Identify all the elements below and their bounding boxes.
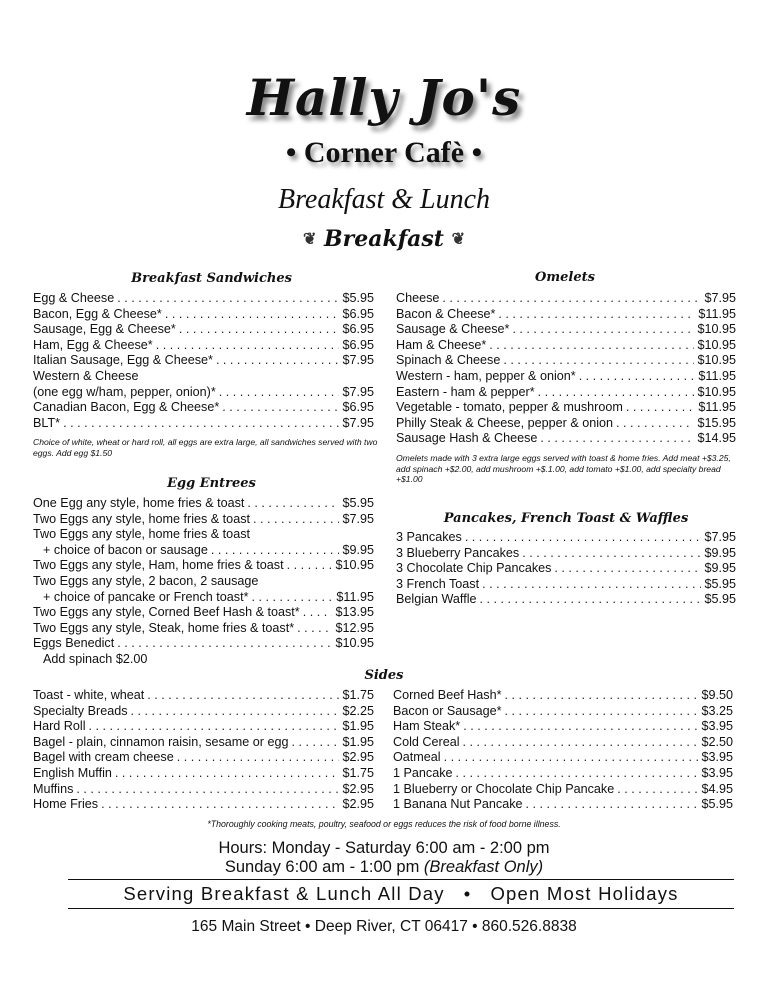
dot-leader [165,307,340,323]
menu-item [33,636,374,652]
menu-item-name: Bagel - plain, cinnamon raisin, sesame or egg [33,734,289,749]
dot-leader [522,546,701,562]
menu-item-name: Corned Beef Hash* [393,688,502,702]
cafe-name-logo: Hally Jo's [246,68,522,127]
egg-entrees-heading: Egg Entrees [167,476,256,491]
menu-item [33,590,374,606]
menu-item-name: + choice of pancake or French toast* [43,589,249,604]
sandwiches-note: Choice of white, wheat or hard roll, all eggs are extra large, all sandwiches served with two eggs. Add egg $1.50 [33,437,378,458]
dot-leader [211,543,340,559]
food-safety-disclaimer: *Thoroughly cooking meats, poultry, seafood or eggs reduces the risk of food borne illness. [207,819,561,829]
menu-item-name: 3 French Toast [396,576,480,591]
menu-item-name: 3 Chocolate Chip Pancakes [396,561,552,576]
menu-item-name: Vegetable - tomato, pepper & mushroom [396,400,623,415]
menu-item-price: $3.95 [701,719,733,734]
dot-leader [482,577,701,593]
dot-leader [177,750,340,766]
omelets-list [396,291,736,447]
menu-item [396,322,736,338]
menu-item-price: $11.95 [698,306,736,321]
dot-leader [101,797,339,813]
menu-item [393,719,733,735]
menu-item-price: $9.95 [704,545,736,560]
menu-item-price: $10.95 [697,322,736,337]
menu-item-name: 1 Banana Nut Pancake [393,797,523,812]
menu-item [33,750,374,766]
hours-sunday [0,858,768,877]
sides-heading: Sides [364,668,404,683]
dot-leader [89,719,340,735]
menu-item-name: 1 Pancake [393,765,453,780]
menu-item-price: $7.95 [342,384,374,399]
menu-item-name: Oatmeal [393,750,441,765]
menu-item-name: 1 Blueberry or Chocolate Chip Pancake [393,781,615,796]
dot-leader [616,416,694,432]
dot-leader [540,431,694,447]
dot-leader [297,621,332,637]
menu-item-price: $10.95 [697,353,736,368]
menu-item [396,530,736,546]
hours-sunday-note: (Breakfast Only) [423,858,544,876]
menu-item-price: $3.95 [701,750,733,765]
omelets-note: Omelets made with 3 extra large eggs served with toast & home fries. Add meat +$3.25, add spinach +$2.00, add mushroom +$.1.00, add tomato +$1.00, add specialty bread +$1.00 [396,453,731,484]
menu-item [33,719,374,735]
menu-item-price: $9.50 [701,688,733,702]
menu-item-name: Italian Sausage, Egg & Cheese* [33,353,213,368]
dot-leader [219,385,340,401]
menu-item [396,577,736,593]
menu-item-price: $6.95 [342,400,374,415]
menu-item-price: $2.95 [342,797,374,812]
menu-item-name: Bacon & Cheese* [396,306,496,321]
dot-leader [442,291,701,307]
menu-item-price: $3.95 [701,765,733,780]
menu-item-name: + choice of bacon or sausage [43,542,208,557]
cafe-subtitle: • Corner Cafè • [285,136,483,169]
menu-item-name: 3 Pancakes [396,530,462,544]
menu-item [33,338,374,354]
menu-item-name: Egg & Cheese [33,291,115,305]
flourish-left-icon: ❦ [302,229,317,248]
menu-item-price: $5.95 [704,576,736,591]
menu-item-price: $6.95 [342,337,374,352]
pancakes-heading: Pancakes, French Toast & Waffles [443,511,689,526]
menu-item [33,782,374,798]
menu-item [393,704,733,720]
menu-item-name: 3 Blueberry Pancakes [396,545,520,560]
menu-item-price: $7.95 [342,415,374,430]
menu-item [33,307,374,323]
menu-item-name: Bagel with cream cheese [33,750,174,765]
menu-item-price: $7.95 [342,511,374,526]
menu-item-name: Two Eggs any style, home fries & toast [33,511,250,526]
menu-item [393,688,733,704]
menu-item [396,385,736,401]
menu-item-price: $1.75 [342,765,374,780]
dot-leader [117,636,332,652]
menu-item-price: $15.95 [697,415,736,430]
sides-left-list [33,688,374,813]
menu-item-name: Ham & Cheese* [396,337,487,352]
menu-item-name: Specialty Breads [33,703,128,718]
menu-item-name: Two Eggs any style, Steak, home fries & toast* [33,620,295,635]
menu-item [33,797,374,813]
menu-item [396,400,736,416]
dot-leader [287,558,333,574]
menu-item [33,385,374,401]
menu-item [33,704,374,720]
dot-leader [512,322,694,338]
menu-item-price: $2.95 [342,781,374,796]
menu-item-name: English Muffin [33,765,112,780]
menu-item [393,735,733,751]
menu-item-price: $9.95 [704,561,736,576]
menu-item-price: $11.95 [336,589,374,604]
dot-leader [303,605,333,621]
menu-item [33,291,374,307]
menu-item-name: Two Eggs any style, Ham, home fries & toast [33,558,284,573]
menu-item-name: Philly Steak & Cheese, pepper & onion [396,415,614,430]
breakfast-title-text: Breakfast [324,226,444,252]
menu-item [33,735,374,751]
menu-item [396,353,736,369]
hours-weekday: Hours: Monday - Saturday 6:00 am - 2:00 pm [218,839,550,857]
menu-item-price: $10.95 [335,636,374,651]
menu-item [33,527,374,543]
flourish-right-icon: ❦ [451,229,466,248]
menu-item [33,322,374,338]
dot-leader [222,400,339,416]
menu-item-price: $5.95 [704,592,736,607]
menu-item-price: $11.95 [698,400,736,415]
dot-leader [626,400,696,416]
menu-item-name: Ham, Egg & Cheese* [33,337,153,352]
menu-item-price: $11.95 [698,368,736,383]
menu-item-price: $14.95 [697,431,736,446]
menu-item [33,558,374,574]
menu-item [396,561,736,577]
menu-item-price: $7.95 [704,291,736,305]
menu-item [396,546,736,562]
pancakes-list [396,530,736,608]
menu-item-name: Eastern - ham & pepper* [396,384,535,399]
menu-item-price: $13.95 [335,605,374,620]
dot-leader [251,590,333,606]
menu-item-name: Bacon, Egg & Cheese* [33,306,162,321]
menu-item-price: $7.95 [342,353,374,368]
egg-entrees-list [33,496,374,668]
menu-item [396,307,736,323]
dot-leader [115,766,340,782]
menu-item [393,766,733,782]
dot-leader [131,704,340,720]
menu-item [396,416,736,432]
menu-item-name: Ham Steak* [393,719,461,734]
menu-item-price: $2.25 [342,703,374,718]
menu-item-name: Western & Cheese [33,368,139,383]
menu-item-name: Add spinach $2.00 [43,651,148,666]
dot-leader [76,782,339,798]
breakfast-sandwiches-heading: Breakfast Sandwiches [131,271,292,286]
tagline: Breakfast & Lunch [277,184,491,215]
dot-leader [456,766,699,782]
menu-item [33,652,374,668]
menu-item [33,688,374,704]
menu-item-price: $1.95 [342,734,374,749]
dot-leader [117,291,339,307]
menu-item-price: $5.95 [342,291,374,305]
omelets-heading: Omelets [535,270,595,285]
dot-leader [465,530,702,546]
dot-leader [63,416,339,432]
dot-leader [247,496,339,512]
menu-item-name: Home Fries [33,797,99,812]
dot-leader [489,338,694,354]
menu-item [33,512,374,528]
menu-item [396,592,736,608]
menu-item-name: One Egg any style, home fries & toast [33,496,245,510]
address-line: 165 Main Street • Deep River, CT 06417 • 860.526.8838 [191,918,577,935]
menu-item [33,605,374,621]
menu-item-name: Muffins [33,781,74,796]
menu-item-name: Sausage Hash & Cheese [396,431,538,446]
menu-item-price: $2.95 [342,750,374,765]
menu-item-name: BLT* [33,415,61,430]
serving-banner: Serving Breakfast & Lunch All Day • Open Most Holidays [68,879,734,909]
menu-item-price: $9.95 [342,542,374,557]
menu-item-name: Western - ham, pepper & onion* [396,368,576,383]
menu-item [33,766,374,782]
breakfast-section-title [0,226,768,252]
dot-leader [503,353,694,369]
dot-leader [253,512,339,528]
dot-leader [147,688,339,704]
dot-leader [480,592,702,608]
dot-leader [554,561,701,577]
sides-right-list [393,688,733,813]
dot-leader [505,704,699,720]
breakfast-sandwiches-list [33,291,374,431]
dot-leader [444,750,699,766]
menu-item-price: $12.95 [335,620,374,635]
menu-item [33,416,374,432]
menu-item [33,400,374,416]
menu-item-name: Two Eggs any style, Corned Beef Hash & toast* [33,605,300,620]
menu-item-name: (one egg w/ham, pepper, onion)* [33,384,216,399]
menu-item-price: $1.75 [342,688,374,702]
menu-item-name: Toast - white, wheat [33,688,145,702]
menu-item [33,496,374,512]
dot-leader [526,797,699,813]
dot-leader [156,338,340,354]
menu-item [396,431,736,447]
menu-item-name: Canadian Bacon, Egg & Cheese* [33,400,220,415]
dot-leader [179,322,340,338]
menu-item-price: $10.95 [697,337,736,352]
dot-leader [505,688,699,704]
menu-item [33,543,374,559]
menu-item [396,338,736,354]
dot-leader [538,385,695,401]
menu-item-price: $5.95 [342,496,374,510]
dot-leader [463,735,699,751]
menu-item-price: $2.50 [701,734,733,749]
menu-item-name: Sausage & Cheese* [396,322,510,337]
menu-item-price: $10.95 [335,558,374,573]
menu-item-name: Bacon or Sausage* [393,703,502,718]
dot-leader [463,719,698,735]
menu-item-price: $6.95 [342,306,374,321]
menu-item-price: $5.95 [701,797,733,812]
menu-item-price: $7.95 [704,530,736,544]
menu-item-name: Hard Roll [33,719,86,734]
menu-item [393,782,733,798]
menu-item-price: $6.95 [342,322,374,337]
dot-leader [498,307,695,323]
menu-item-name: Eggs Benedict [33,636,115,651]
hours-block [0,839,768,877]
menu-item [33,353,374,369]
dot-leader [292,735,340,751]
menu-item-name: Two Eggs any style, 2 bacon, 2 sausage [33,573,259,588]
menu-item-name: Spinach & Cheese [396,353,501,368]
menu-item [396,291,736,307]
hours-sunday-text: Sunday 6:00 am - 1:00 pm [224,858,420,876]
menu-item-price: $3.25 [701,703,733,718]
menu-item [393,750,733,766]
menu-item [396,369,736,385]
menu-item-name: Belgian Waffle [396,592,477,607]
menu-item [33,369,374,385]
menu-item [33,621,374,637]
menu-item-price: $10.95 [697,384,736,399]
menu-item-price: $4.95 [701,781,733,796]
menu-item-price: $1.95 [342,719,374,734]
menu-item-name: Cold Cereal [393,734,460,749]
menu-item [393,797,733,813]
menu-item-name: Two Eggs any style, home fries & toast [33,527,250,542]
dot-leader [216,353,340,369]
dot-leader [579,369,696,385]
menu-item-name: Sausage, Egg & Cheese* [33,322,176,337]
menu-item-name: Cheese [396,291,440,305]
menu-item [33,574,374,590]
dot-leader [617,782,698,798]
